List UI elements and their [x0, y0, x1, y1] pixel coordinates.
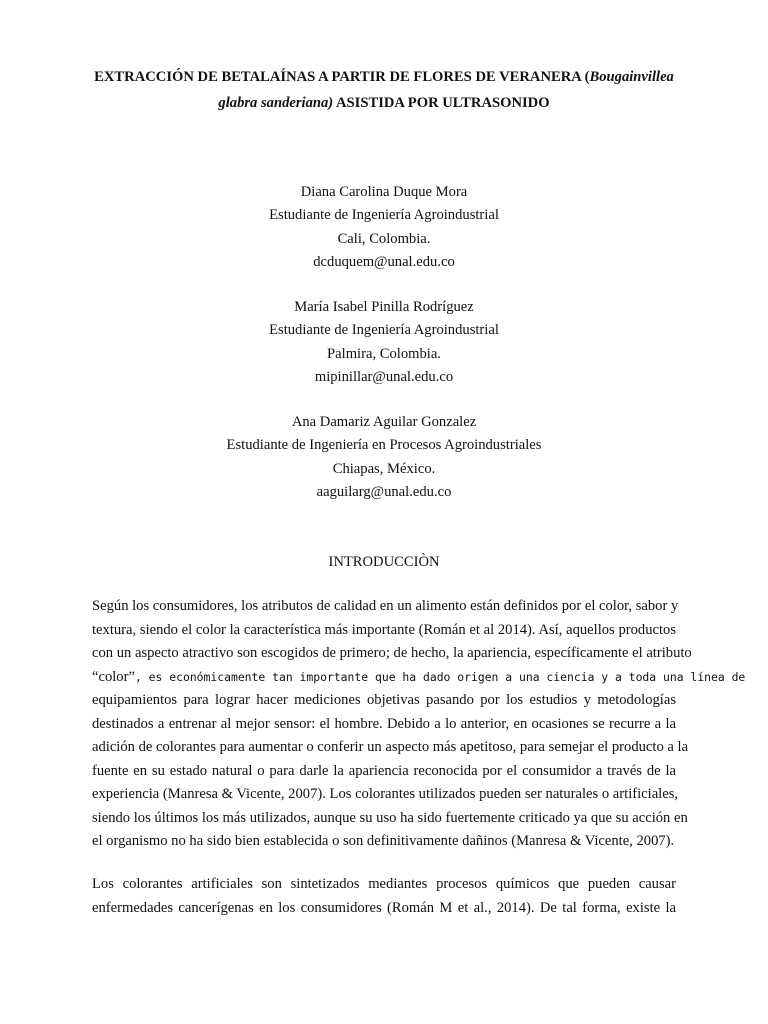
section-heading-introduccion: INTRODUCCIÒN: [328, 554, 440, 570]
author-name: Diana Carolina Duque Mora: [300, 184, 468, 200]
author-block-3: [92, 411, 676, 504]
author-block-1: [92, 181, 676, 274]
title-part-2: ASISTIDA POR ULTRASONIDO: [333, 95, 550, 111]
text-line: equipamientos para lograr hacer mediciones objetivas pasando por los estudios y metodologías: [92, 692, 676, 708]
quoted-term: “color”: [92, 668, 135, 685]
text-line: Los colorantes artificiales son sintetizados mediantes procesos químicos que pueden causar: [92, 876, 676, 892]
author-role: Estudiante de Ingeniería Agroindustrial: [269, 207, 499, 224]
text-line: enfermedades cancerígenas en los consumidores (Román M et al., 2014). De tal forma, existe la: [92, 899, 676, 916]
title-species-italic-1: Bougainvillea: [589, 69, 674, 85]
text-line: experiencia (Manresa & Vicente, 2007). Los colorantes utilizados pueden ser naturales o artificiales,: [92, 786, 679, 802]
text-line-mixed-font: [92, 666, 746, 690]
text-line: destinados a entrenar al mejor sensor: el hombre. Debido a lo anterior, en ocasiones se recurre a la: [92, 715, 676, 732]
author-block-2: [92, 296, 676, 389]
title-species-italic-2: glabra sanderiana): [218, 95, 334, 111]
author-name: Ana Damariz Aguilar Gonzalez: [291, 414, 477, 430]
title-part-1: EXTRACCIÓN DE BETALAÍNAS A PARTIR DE FLORES DE VERANERA (: [94, 69, 590, 85]
paper-title: [92, 64, 676, 116]
author-role: Estudiante de Ingeniería Agroindustrial: [269, 322, 499, 339]
author-location: Cali, Colombia.: [337, 230, 431, 247]
text-line: con un aspecto atractivo son escogidos de primero; de hecho, la apariencia, específicamente el atributo: [92, 645, 692, 661]
text-line: fuente en su estado natural o para darle la apariencia reconocida por el consumidor a través de la: [92, 762, 676, 779]
text-line: siendo los últimos los más utilizados, aunque su uso ha sido fuertemente criticado ya que su acción en: [92, 809, 688, 826]
author-email: dcduquem@unal.edu.co: [313, 253, 455, 270]
author-location: Palmira, Colombia.: [327, 345, 441, 362]
text-line: el organismo no ha sido bien establecida o son definitivamente dañinos (Manresa & Vicente, 2007).: [92, 833, 675, 849]
paragraph-2: [92, 873, 676, 920]
text-line: adición de colorantes para aumentar o conferir un aspecto más apetitoso, para semejar el producto a la: [92, 739, 689, 755]
author-email: aaguilarg@unal.edu.co: [316, 483, 452, 500]
text-line: Según los consumidores, los atributos de calidad en un alimento están definidos por el color, sabor y: [92, 598, 679, 614]
author-name: María Isabel Pinilla Rodríguez: [294, 299, 474, 315]
author-email: mipinillar@unal.edu.co: [314, 368, 454, 385]
author-role: Estudiante de Ingeniería en Procesos Agroindustriales: [226, 437, 542, 454]
text-line: textura, siendo el color la característica más importante (Román et al 2014). Así, aquellos productos: [92, 621, 676, 638]
author-location: Chiapas, México.: [332, 460, 436, 477]
monospace-text-run: , es económicamente tan importante que ha dado origen a una ciencia y a toda una línea de: [134, 669, 746, 684]
paragraph-1: [92, 595, 746, 854]
